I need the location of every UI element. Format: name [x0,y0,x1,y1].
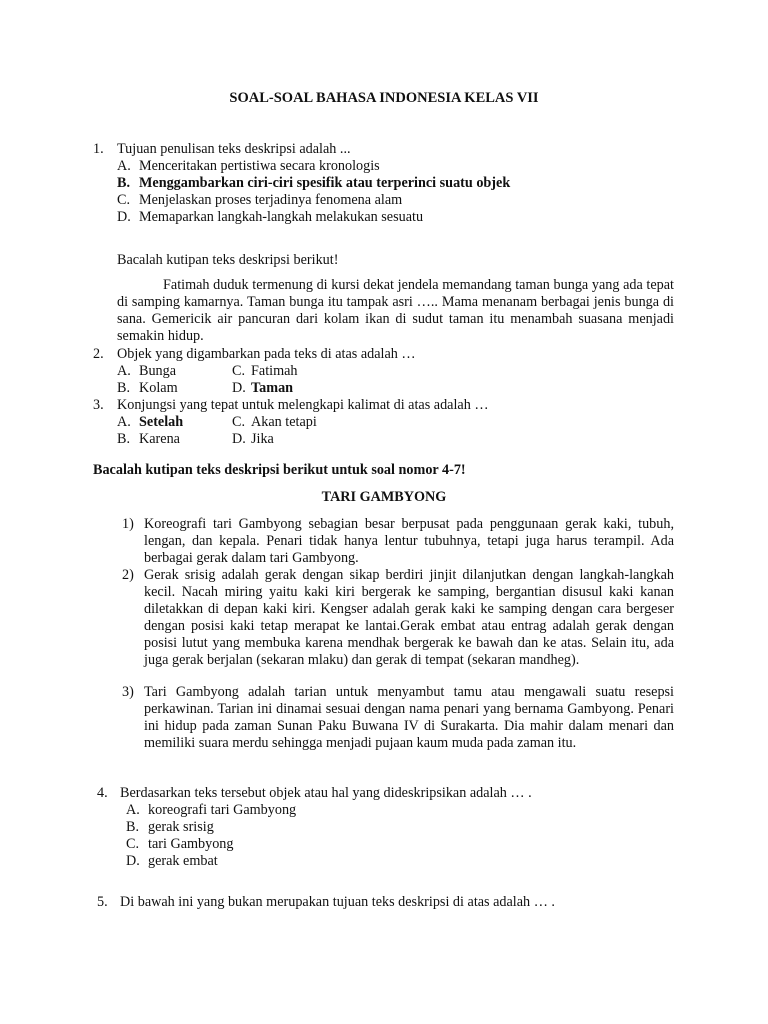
q4-option-a-letter: A. [126,802,140,818]
q2-option-b-letter: B. [117,380,131,396]
q2-number: 2. [93,346,104,362]
q3-option-a-text: Setelah [139,414,184,430]
reading-instruction: Bacalah kutipan teks deskripsi berikut! [117,252,339,268]
paragraph-text: Koreografi tari Gambyong sebagian besar berpusat pada penggunaan gerak kaki, tubuh, lengan, dan kepala. Penari tidak hanya lentur tubuhnya, tetapi juga harus terampil. Ada berbagai gerak dalam tari Gambyong. [144,516,674,566]
q3-option-c-text: Akan tetapi [251,414,317,430]
q2-question: Objek yang digambarkan pada teks di atas adalah … [117,346,416,362]
q3-option-b-letter: B. [117,431,131,447]
q1-option-d-text: Memaparkan langkah-langkah melakukan sesuatu [139,209,424,225]
q3-option-c-letter: C. [232,414,246,430]
q4-question: Berdasarkan teks tersebut objek atau hal yang dideskripsikan adalah … . [120,785,532,801]
q1-option-a-letter: A. [117,158,131,174]
q4-number: 4. [97,785,108,801]
q1-option-c-letter: C. [117,192,131,208]
paragraph-number: 3) [122,684,134,700]
paragraph-number: 2) [122,567,134,583]
q1-question: Tujuan penulisan teks deskripsi adalah ... [117,141,351,157]
reading-passage: Fatimah duduk termenung di kursi dekat jendela memandang taman bunga yang ada tepat di samping kamarnya. Taman bunga itu tampak asri ….. Mama menanam berbagai jenis bunga di sana. Gemericik air pancuran dari kolam ikan di sudut taman itu menambah suasana menjadi semakin hidup. [117,277,674,344]
q1-option-b-text: Menggambarkan ciri-ciri spesifik atau terperinci suatu objek [139,175,511,191]
reading-instruction-2: Bacalah kutipan teks deskripsi berikut untuk soal nomor 4-7! [93,462,466,478]
q1-number: 1. [93,141,104,157]
q2-option-b-text: Kolam [139,380,178,396]
q3-number: 3. [93,397,104,413]
q4-option-d-text: gerak embat [148,853,218,869]
paragraph-text: Tari Gambyong adalah tarian untuk menyambut tamu atau mengawali suatu resepsi perkawinan. Tarian ini dinamai sesuai dengan nama penari yang bernama Gambyong. Penari ini hidup pada zaman Sunan Paku Buwana IV di Surakarta. Dia mahir dalam menari dan memiliki suara merdu sehingga menjadi pujaan kaum muda pada zaman itu. [144,684,674,751]
q3-option-d-letter: D. [232,431,246,447]
q4-option-c-letter: C. [126,836,140,852]
q4-option-b-letter: B. [126,819,140,835]
q2-option-d-text: Taman [251,380,294,396]
passage-title: TARI GAMBYONG [321,489,447,505]
q2-option-d-letter: D. [232,380,246,396]
q1-option-c-text: Menjelaskan proses terjadinya fenomena alam [139,192,403,208]
q3-option-b-text: Karena [139,431,180,447]
q2-option-c-text: Fatimah [251,363,298,379]
q2-option-a-letter: A. [117,363,131,379]
q3-question: Konjungsi yang tepat untuk melengkapi kalimat di atas adalah … [117,397,489,413]
q1-option-b-letter: B. [117,175,131,191]
q4-option-a-text: koreografi tari Gambyong [148,802,297,818]
q4-option-b-text: gerak srisig [148,819,214,835]
q5-number: 5. [97,894,108,910]
q2-option-a-text: Bunga [139,363,177,379]
paragraph-text: Gerak srisig adalah gerak dengan sikap berdiri jinjit dilanjutkan dengan langkah-langkah kecil. Nacah miring yaitu kaki kiri bergerak ke samping, bergantian disusul kaki kanan diletakkan di depan kaki kiri. Kengser adalah gerak kaki ke samping dengan cara bergeser dengan posisi kaki tetap merapat ke lantai.Gerak embat atau entrag adalah gerak dengan posisi lutut yang membuka karena mendhak bergerak ke bawah dan ke atas. Selain itu, ada juga gerak berjalan (sekaran mlaku) dan gerak di tempat (sekaran mandheg). [144,567,674,668]
q4-option-d-letter: D. [126,853,140,869]
page-title: SOAL-SOAL BAHASA INDONESIA KELAS VII [229,90,539,106]
paragraph-number: 1) [122,516,134,532]
q3-option-a-letter: A. [117,414,131,430]
q4-option-c-text: tari Gambyong [148,836,234,852]
q1-option-d-letter: D. [117,209,131,225]
q1-option-a-text: Menceritakan pertistiwa secara kronologis [139,158,380,174]
q5-question: Di bawah ini yang bukan merupakan tujuan teks deskripsi di atas adalah … . [120,894,555,910]
q2-option-c-letter: C. [232,363,246,379]
q3-option-d-text: Jika [251,431,274,447]
